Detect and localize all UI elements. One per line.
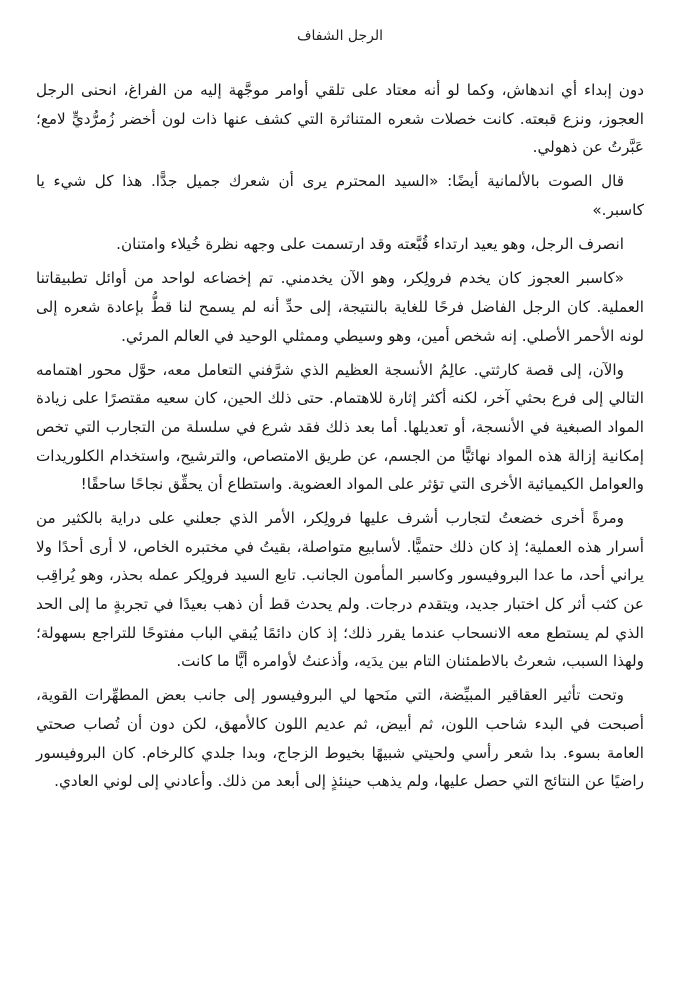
paragraph: والآن، إلى قصة كارثتي. عالِمُ الأنسجة العظيم الذي شرَّفني التعامل معه، حوَّل محور اهتمامه التالي إلى فرع بحثي آخر، لكنه أكثر إثارة للاهتمام. حتى ذلك الحين، كان سعيه مقتصرًا على زيادة المواد الصبغية في الأنسجة، أو تعديلها. أما بعد ذلك فقد شرع في سلسلة من التجارب التي تخص إمكانية إزالة هذه المواد نهائيًّا من الجسم، عن طريق الامتصاص، والترشيح، واستخدام الكلوريدات والعوامل الكيميائية الأخرى التي تؤثر على المواد العضوية. واستطاع أن يحقِّق نجاحًا ساحقًا! xyxy=(36,360,644,494)
paragraph: قال الصوت بالألمانية أيضًا: «السيد المحترم يرى أن شعرك جميل جدًّا. هذا كل شيء يا كاسبر.» xyxy=(36,172,644,219)
paragraph: دون إبداء أي اندهاش، وكما لو أنه معتاد على تلقي أوامر موجَّهة إليه من الفراغ، انحنى الرجل العجوز، ونزع قبعته. كانت خصلات شعره المتناثرة التي كشف عنها ذات لون أخضر زُمرُّديٍّ لامع؛ عَبَّرتُ عن ذهولي. xyxy=(36,81,644,157)
body-text xyxy=(36,76,644,796)
paragraph: ومرةً أخرى خضعتُ لتجارب أشرف عليها فرولِكر، الأمر الذي جعلني على دراية بالكثير من أسرار هذه العملية؛ إذ كان ذلك حتميًّا. لأسابيع متواصلة، بقيتُ في مختبره الخاص، لا أرى أحدًا ولا يراني أحد، ما عدا البروفيسور وكاسبر المأمون الجانب. تابع السيد فرولِكر عمله بحذر، وهو يُراقِب عن كثب أثر كل اختبار جديد، ويتقدم درجات. ولم يحدث قط أن ذهب بعيدًا في تجربةٍ ما إلى الحد الذي لم يستطع معه الانسحاب عندما يقرر ذلك؛ إذ كان دائمًا يُبقي الباب مفتوحًا للتراجع بسهولة؛ ولهذا السبب، شعرتُ بالاطمئنان التام بين يدَيه، وأذعنتُ لأوامره أيًّا ما كانت. xyxy=(36,509,644,671)
paragraph: وتحت تأثير العقاقير المبيِّضة، التي منَحها لي البروفيسور إلى جانب بعض المطهِّرات القوية، أصبحت في البدء شاحب اللون، ثم أبيض، ثم عديم اللون كالأمهق، لكن دون أن تُصاب صحتي العامة بسوء. بدا شعر رأسي ولحيتي شبيهًا بخيوط الزجاج، وبدا جلدي كالرخام. كان البروفيسور راضيًا عن النتائج التي حصل عليها، ولم يذهب حينئذٍ إلى أبعد من ذلك. وأعادني إلى لوني العادي. xyxy=(36,686,644,791)
paragraph: انصرف الرجل، وهو يعيد ارتداء قُبَّعته وقد ارتسمت على وجهه نظرة خُيلاء وامتنان. xyxy=(116,235,624,254)
running-header-title: الرجل الشفاف xyxy=(296,28,384,44)
paragraph: «كاسبر العجوز كان يخدم فرولِكر، وهو الآن يخدمني. تم إخضاعه لواحد من أوائل تطبيقاتنا العملية. كان الرجل الفاضل فرحًا للغاية بالنتيجة، إلى حدِّ أنه لم يسمح لنا قطُّ بإعادة شعره إلى لونه الأحمر الأصلي. إنه شخص أمين، وهو وسيطي وممثلي الوحيد في العالم المرئي. xyxy=(36,269,644,345)
